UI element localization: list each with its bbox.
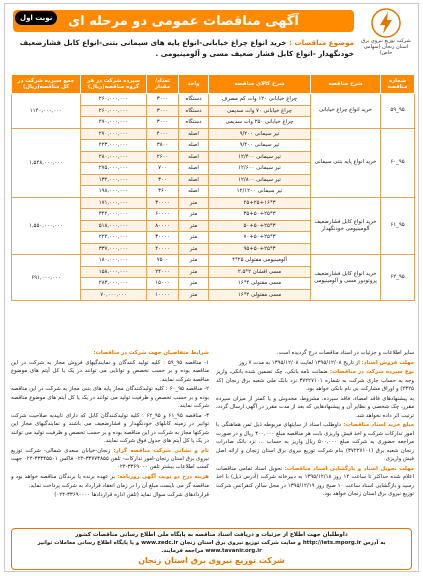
condition-paragraph (216, 395, 414, 420)
item-quantity: ۳۰۰۰ (147, 94, 179, 106)
item-unit: متر (179, 220, 209, 232)
round-badge: نوبت اول (15, 11, 57, 25)
tender-description: خرید انواع کابل فشارضعیف آلومینیومی خودنگهدار (311, 197, 381, 255)
item-unit: اصله (179, 163, 209, 175)
item-deposit: ۵۱۸,۰۰۰,۰۰۰ (81, 220, 147, 232)
condition-text: ۲- مناقصه ۹۵_۶۰ : کلیه تولیدکنندگان مجاز پایه های بتنی مجاز به شرکت در این مناقصه بوده و بر حسب تخصص و ظرفیت تولید می توانند در یک یا کل آیتم های موضوع مناقصه شرکت نمایند. (11, 386, 209, 410)
condition-paragraph (216, 349, 414, 357)
tender-description: خرید انواع پایه بتنی سیمانی (311, 128, 381, 197)
item-quantity: ۳۰۰۰۰ (147, 232, 179, 244)
subject-label: موضوع مناقصات : (289, 38, 354, 47)
condition-text: به پیشنهادهای فاقد امضاء، فاقد سپرده، مشروط، مخدوش و یا کمتر از میزان سپرده مقرر، چک شخصی و نظایر آن و پیشنهادهایی که بعد از مدت مقرر در آگهی ارسال گردد، ترتیب اثر داده نخواهد شد. (216, 395, 414, 419)
tender-number: ۹۵_۶۰ (381, 128, 415, 197)
item-unit: اصله (179, 128, 209, 140)
table-header-row (12, 75, 415, 94)
tender-description: خرید انواع چراغ خیابانی (311, 94, 381, 129)
item-description: تیر سیمانی ۱۲/۶۰۰ (209, 163, 311, 175)
item-quantity: ۷۰۰ (147, 163, 179, 175)
condition-paragraph (216, 465, 414, 499)
item-description: مسی افشان ۲*۲.۵ (209, 266, 311, 278)
lightning-logo-icon (371, 8, 401, 38)
item-quantity: ۲۴۰۰۰ (147, 266, 179, 278)
condition-paragraph (11, 385, 209, 410)
item-deposit: ۳۴۲,۰۰۰,۰۰۰ (81, 209, 147, 221)
total-deposit: ۱۱۴۰,۰۰۰,۰۰۰ (12, 94, 81, 129)
item-unit: متر (179, 278, 209, 290)
item-quantity: ۳۸۰۰ (147, 140, 179, 152)
footer-line-1: داوطلبان جهت اطلاع از جزئیات و دریافت اسناد مناقصه به پایگاه ملی اطلاع رسانی مناقصات کشور (75, 532, 348, 538)
conditions-left-column (11, 349, 209, 527)
col-header-description: شرح مناقصه (311, 75, 381, 94)
item-unit: اصله (179, 186, 209, 198)
condition-text: ۱- مناقصه ۹۵_۵۹ : کلیه تولید کنندگان و نمایندگیهای فروش مجاز به شرکت در این مناقصه بوده و بر حسب تخصص و توانایی می توانند در یک یا کل آیتم های موضوع مناقصه شرکت نمایند. (11, 359, 209, 383)
condition-paragraph (11, 349, 209, 357)
item-description: ۳*۹۵+۵۰+۲۵ (209, 243, 311, 255)
item-quantity: ۷۵۰۰ (147, 255, 179, 267)
item-unit: دستگاه (179, 105, 209, 117)
condition-text: از تاریخ ۱۳۹۵/۱۲/۰۸ لغایت ۱۳۹۵/۱۲/۰۸ به مدت ۷ روز (239, 359, 360, 366)
condition-paragraph (11, 473, 209, 490)
item-quantity: ۸۰۰۰۰ (147, 220, 179, 232)
condition-text: ضمانت نامه بانکی، چک تضمین شده بانکی، واریز وجه به حساب جاری شرکت به شماره ۳۷۲۲۷۱۰۱ نزد بانک ملی شعبه برق زنجان (کد ۲۳۲۵) و اوراق مشارکت بی نام بانکی خواهد بود. (216, 369, 414, 393)
item-deposit: ۲۷۰,۰۰۰,۰۰۰ (81, 128, 147, 140)
condition-text: قراردادهای شرکت سوال نماید (تلفن اداره قراردادها ۳۳۶۹۰۰۰۰-۰۲۴) (54, 492, 209, 499)
condition-paragraph (11, 491, 209, 499)
item-quantity: ۶۰۰۰۰ (147, 209, 179, 221)
col-header-item: شرح کالای مناقصه (209, 75, 311, 94)
item-description: چراغ خیابانی ۱۲۰ وات کم مصرف (209, 94, 311, 106)
condition-text: داوطلب اسناد از سایتهای مربوطه ذیل ثمن هماهنگی با امور تدارکات شرکت و اخذ فیش واریزی بابت هر مناقصه مبلغ ۴۰۰,۰۰۰ ریال و در صورت مراجعه حضوری به شرکت مبلغ ۵۰۰,۰۰۰ ریال واریز به حساب ... نزد بانک صادرات زنجان شعبه برق (۳۷۲۲۷۱۰۱) بنام شرکت توزیع نیروی برق استان زنجان و ارائه اصل فیش واریزی. (216, 422, 414, 463)
condition-paragraph (11, 412, 209, 446)
ad-footer (11, 528, 412, 570)
item-deposit: ۴۲۳,۰۰۰,۰۰۰ (81, 140, 147, 152)
item-quantity: ۱۵۰۰۰ (147, 278, 179, 290)
item-deposit: ۷۰,۰۰۰,۰۰۰ (81, 289, 147, 301)
condition-paragraph (11, 447, 209, 472)
item-quantity: ۳۰۰۰۰ (147, 197, 179, 209)
item-unit: متر (179, 289, 209, 301)
item-description: چراغ خیابانی ۲۵۰ وات سدیمی (209, 117, 311, 129)
item-deposit: ۲۶۰,۰۰۰,۰۰۰ (81, 94, 147, 106)
item-description: تیر سیمانی ۱۲/۸۰۰ (209, 174, 311, 186)
item-quantity: ۳۰۰۰ (147, 105, 179, 117)
item-unit: اصله (179, 140, 209, 152)
condition-heading: مهلت فروش اسناد: (361, 359, 414, 366)
table-row (12, 255, 415, 267)
item-description: تیر سیمانی ۹/۴۰۰ (209, 140, 311, 152)
item-quantity: ۲۶۰۰ (147, 151, 179, 163)
tender-description: خرید انواع کابل فشارضعیف پروتودور مسی و آلومینیومی (311, 255, 381, 301)
total-deposit: ۶۹۱,۰۰۰,۰۰۰ (12, 255, 81, 301)
item-unit: متر (179, 232, 209, 244)
item-deposit: ۱۸۰,۰۰۰,۰۰۰ (81, 255, 147, 267)
item-description: ۳*۳۵+۵۰+۲۵ (209, 209, 311, 221)
item-deposit: ۲۶۰,۰۰۰,۰۰۰ (81, 105, 147, 117)
item-deposit: ۲۸۰,۰۰۰,۰۰۰ (81, 151, 147, 163)
tender-advertisement (4, 3, 419, 572)
tender-number: ۹۵_۶۲ (381, 255, 415, 301)
item-unit: متر (179, 197, 209, 209)
condition-text: سایر اطلاعات و جزئیات در اسناد مناقصات درج گردیده است. (276, 350, 414, 356)
item-unit: دستگاه (179, 117, 209, 129)
ad-header (5, 4, 418, 72)
item-unit: متر (179, 255, 209, 267)
ad-title: آگهی مناقصات عمومی دو مرحله ای (13, 10, 354, 32)
item-quantity: ۱۰۰۰۰ (147, 289, 179, 301)
col-header-quantity: تعداد/ مقدار (147, 75, 179, 94)
item-quantity: ۴۰۰۰۰ (147, 243, 179, 255)
condition-paragraph (216, 421, 414, 463)
tender-number: ۹۵_۶۱ (381, 197, 415, 255)
item-description: مسی مفتولی ۲*۱۶ (209, 289, 311, 301)
tenders-table (11, 74, 415, 301)
item-unit: دستگاه (179, 94, 209, 106)
table-row (12, 197, 415, 209)
condition-text: ۳- مناقصه ۹۵_۶۱ و ۹۵_۶۲ : کلیه تولیدکنندگان کابل که دارای تاییدیه صلاحیت شرکت توانیر در زمینه کابلهای خودنگهدار و فشارضعیف می باشند و نمایندگیهای مجاز این شرکتها مجاز به شرکت در این مناقصه بوده و بر حسب تخصص و ظرفیت تولید می توانند در یک یا کل آیتم های جدول فوق شرکت نمایند. (11, 412, 209, 444)
item-unit: متر (179, 266, 209, 278)
col-header-total-deposit: جمع سپرده شرکت در کل مناقصه(ریال) (12, 75, 81, 94)
condition-heading: شرایط متقاضیان جهت شرکت در مناقصات: (93, 350, 209, 356)
company-logo (360, 8, 412, 56)
condition-paragraph (216, 359, 414, 367)
company-name: شرکت توزیع نیروی برق استان زنجان (سهامی خاص) (361, 38, 411, 56)
footer-line-2: به آدرس http://iets.mporg.ir و سایت شرکت توزیع نیروی برق استان زنجان www.zedc.ir و یا پایگاه اطلاع رسانی معاملات توانیر www.tavanir.org.ir مراجعه فرمایند. (37, 540, 386, 554)
item-deposit: ۲۸۳,۰۰۰,۰۰۰ (81, 278, 147, 290)
item-description: ۳*۲۵+۲۵+۱۶ (209, 197, 311, 209)
footer-company: شرکت توزیع نیروی برق استان زنجان (138, 556, 285, 565)
condition-paragraph (216, 368, 414, 393)
item-description: ۳*۷۰+۵۰+۲۵ (209, 232, 311, 244)
condition-text: بر عهده برنده یا برندگان مناقصه خواهد بود و مناقصه گر می بایست مبلغ آن را در زمان انعقاد قرارداد به شرکت پرداخت نماید. (11, 474, 209, 489)
total-deposit: ۱,۵۴۸,۰۰۰,۰۰۰ (12, 128, 81, 197)
tender-number: ۹۵_۵۹ (381, 94, 415, 129)
table-row (12, 128, 415, 140)
condition-text: زنجان-خیابان سعدی شمالی- شرکت توزیع نیروی برق استان زنجان-امور تدارکات- تلفن ۳۳۷۷۳۸۵۵-۰۲۴ فاکس ۳۳۳۴۵۵۰۱-۰۲۴ جهت کسب اطلاعات بیشتر تلفن ۳۳۶۹۰۰۰-۰۲۴ (11, 447, 209, 471)
condition-heading: مبلغ خرید اسناد مناقصات: (343, 422, 414, 429)
condition-heading: هزینه درج دو نوبت آگهی روزنامه: (117, 474, 209, 481)
item-deposit: ۱۳۲,۰۰۰,۰۰۰ (81, 174, 147, 186)
item-description: تیر سیمانی ۹/۲۰۰ (209, 128, 311, 140)
item-deposit: ۲۲۲,۰۰۰,۰۰۰ (81, 232, 147, 244)
col-header-number: شماره مناقصه (381, 75, 415, 94)
conditions-section (11, 349, 414, 527)
item-description: ۳*۵۰+۵۰+۲۵ (209, 220, 311, 232)
item-unit: متر (179, 243, 209, 255)
condition-paragraph (11, 359, 209, 384)
condition-heading: نوع سپرده شرکت در مناقصات: (329, 369, 414, 376)
condition-heading: نام و نشانی شرکت مناقصه گزار: (113, 447, 209, 454)
item-description: چراغ خیابانی ۷۰ وات سدیمی (209, 105, 311, 117)
item-deposit: ۱۷۱,۰۰۰,۰۰۰ (81, 197, 147, 209)
conditions-right-column (216, 349, 414, 527)
item-description: تیر سیمانی ۱۲/۴۰۰ (209, 151, 311, 163)
item-deposit: ۱۹۸,۰۰۰,۰۰۰ (81, 186, 147, 198)
item-quantity: ۴۰۰۰ (147, 128, 179, 140)
item-description: تیر سیمانی ۱۲/۱۲۰۰ (209, 186, 311, 198)
item-description: مسی مفتولی ۴*۱۶ (209, 278, 311, 290)
item-unit: اصله (179, 174, 209, 186)
item-quantity: ۳۶۰ (147, 186, 179, 198)
condition-text: تحویل اسناد تمامی مناقصات اعلام شده حداکثر تا ساعت ۱۴ روز ۱۳۹۵/۱۲/۱۸ به دبیرخانه شرکت (آدرس ذیل) با اخذ رسید و بازگشایی اسناد ساعت ۱۰ صبح روز ۱۳۹۵/۱۲/۱۹ در محل سالن کنفرانس شرکت توزیع نیروی برق استان زنجان خواهد بود. (216, 465, 414, 497)
item-unit: متر (179, 209, 209, 221)
item-deposit: ۳۳۷,۰۰۰,۰۰۰ (81, 243, 147, 255)
total-deposit: ۱,۵۵۰,۰۰۰,۰۰۰ (12, 197, 81, 255)
item-unit: اصله (179, 151, 209, 163)
item-deposit: ۲۷۵,۰۰۰,۰۰۰ (81, 163, 147, 175)
condition-heading: مهلت تحویل اسناد و بازگشایی اسناد مناقصات: (284, 465, 414, 472)
subject-text: خرید انواع چراغ خیابانی-انواع پایه های سیمانی بتنی-انواع کابل فشارضعیف خودنگهدار -انواع کابل فشار ضعیف مسی و آلومینیومی . (19, 38, 354, 58)
table-row (12, 94, 415, 106)
col-header-deposit: سپرده شرکت در هر گروه مناقصه(ریال) (81, 75, 147, 94)
item-deposit: ۴۷۰,۰۰۰,۰۰۰ (81, 117, 147, 129)
tender-subject (13, 37, 354, 59)
col-header-unit: واحد (179, 75, 209, 94)
item-quantity: ۳۰۰۰ (147, 117, 179, 129)
item-deposit: ۱۵۸,۰۰۰,۰۰۰ (81, 266, 147, 278)
item-description: آلومینیومی مفتولی ۲۵*۴ (209, 255, 311, 267)
item-quantity: ۳۰۰ (147, 174, 179, 186)
